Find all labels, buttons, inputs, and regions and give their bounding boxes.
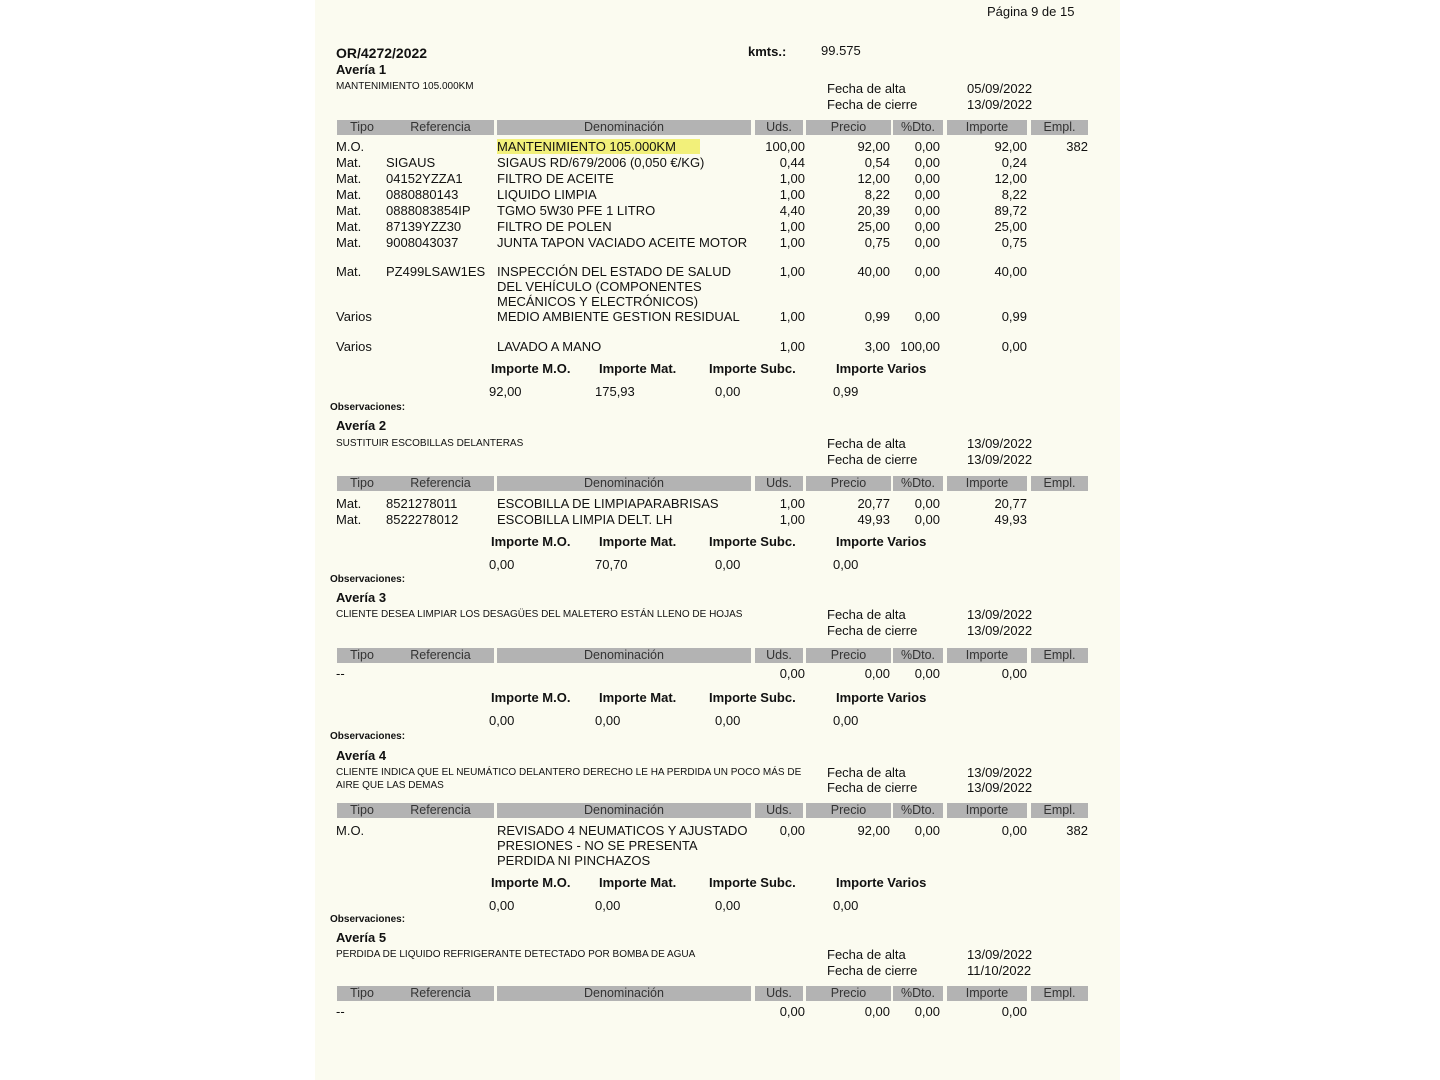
observaciones-label: Observaciones:: [330, 731, 406, 742]
cell-tipo: M.O.: [336, 823, 365, 838]
column-header: Empl.: [1031, 803, 1088, 818]
cell-precio: 0,00: [864, 666, 890, 681]
cell-dto: 100,00: [900, 339, 940, 354]
cell-denominacion: TGMO 5W30 PFE 1 LITRO: [497, 203, 656, 218]
cell-precio: 0,99: [864, 309, 890, 324]
averia-description: MANTENIMIENTO 105.000KM: [336, 81, 474, 92]
fecha-cierre-label: Fecha de cierre: [827, 780, 918, 795]
cell-empl: 382: [1066, 139, 1088, 154]
cell-importe: 0,00: [1001, 339, 1027, 354]
total-value-mo: 92,00: [489, 384, 522, 399]
cell-referencia: 8521278011: [386, 496, 458, 511]
cell-precio: 8,22: [864, 187, 890, 202]
cell-uds: 1,00: [779, 339, 805, 354]
cell-tipo: M.O.: [336, 139, 365, 154]
cell-referencia: 04152YZZA1: [386, 171, 463, 186]
column-header: Importe: [947, 476, 1027, 491]
total-value-mat: 70,70: [595, 557, 628, 572]
column-header: Denominación: [497, 120, 751, 135]
cell-precio: 92,00: [857, 823, 890, 838]
cell-importe: 0,00: [1001, 666, 1027, 681]
cell-importe: 0,75: [1001, 235, 1027, 250]
cell-precio: 0,75: [864, 235, 890, 250]
cell-importe: 0,00: [1001, 823, 1027, 838]
column-header: Empl.: [1031, 986, 1088, 1001]
averia-description: SUSTITUIR ESCOBILLAS DELANTERAS: [336, 438, 524, 449]
averia-title: Avería 1: [336, 62, 387, 77]
observaciones-label: Observaciones:: [330, 574, 406, 585]
cell-importe: 0,00: [1001, 1004, 1027, 1019]
total-label-subc: Importe Subc.: [709, 875, 796, 890]
cell-dto: 0,00: [914, 309, 940, 324]
total-value-mo: 0,00: [489, 713, 515, 728]
total-value-mat: 0,00: [595, 898, 621, 913]
cell-dto: 0,00: [914, 264, 940, 279]
cell-denominacion: ESCOBILLA LIMPIA DELT. LH: [497, 512, 673, 527]
table-row: [315, 309, 1120, 324]
cell-uds: 0,00: [779, 823, 805, 838]
cell-dto: 0,00: [914, 139, 940, 154]
table-row: [315, 139, 1120, 154]
cell-uds: 1,00: [779, 171, 805, 186]
cell-uds: 0,00: [779, 1004, 805, 1019]
cell-importe: 0,99: [1001, 309, 1027, 324]
cell-denominacion: LAVADO A MANO: [497, 339, 602, 354]
averia-description: CLIENTE INDICA QUE EL NEUMÁTICO DELANTERO DERECHO LE HA PERDIDA UN POCO MÁS DE AIRE QUE LAS DEMAS: [336, 767, 802, 791]
column-header: %Dto.: [893, 120, 943, 135]
column-header: Importe: [947, 648, 1027, 663]
averia-title: Avería 5: [336, 930, 387, 945]
cell-importe: 92,00: [994, 139, 1027, 154]
cell-tipo: Mat.: [336, 171, 362, 186]
column-header: Precio: [806, 648, 891, 663]
cell-dto: 0,00: [914, 155, 940, 170]
cell-precio: 20,77: [857, 496, 890, 511]
observaciones-label: Observaciones:: [330, 914, 406, 925]
cell-referencia: 87139YZZ30: [386, 219, 462, 234]
total-label-mat: Importe Mat.: [599, 690, 677, 705]
cell-dto: 0,00: [914, 187, 940, 202]
cell-empl: 382: [1066, 823, 1088, 838]
total-value-mo: 0,00: [489, 898, 515, 913]
fecha-alta-value: 13/09/2022: [967, 765, 1033, 780]
fecha-alta-label: Fecha de alta: [827, 607, 906, 622]
cell-denominacion: MANTENIMIENTO 105.000KM: [497, 139, 700, 154]
column-header: Importe: [947, 803, 1027, 818]
cell-dto: 0,00: [914, 496, 940, 511]
column-header: Tipo: [337, 120, 387, 135]
cell-importe: 89,72: [994, 203, 1027, 218]
column-header: Precio: [806, 476, 891, 491]
total-label-mo: Importe M.O.: [491, 534, 571, 549]
cell-referencia: SIGAUS: [386, 155, 436, 170]
column-header: Tipo: [337, 648, 387, 663]
cell-precio: 20,39: [857, 203, 890, 218]
total-label-subc: Importe Subc.: [709, 534, 796, 549]
fecha-cierre-value: 13/09/2022: [967, 780, 1033, 795]
fecha-cierre-value: 13/09/2022: [967, 97, 1033, 112]
fecha-alta-value: 13/09/2022: [967, 947, 1033, 962]
total-value-varios: 0,00: [833, 557, 859, 572]
document-page: [315, 0, 1120, 1080]
total-label-varios: Importe Varios: [836, 690, 927, 705]
column-header: Denominación: [497, 476, 751, 491]
cell-denominacion: MEDIO AMBIENTE GESTION RESIDUAL: [497, 309, 740, 324]
column-header: Denominación: [497, 648, 751, 663]
total-label-mat: Importe Mat.: [599, 875, 677, 890]
cell-denominacion: FILTRO DE ACEITE: [497, 171, 614, 186]
cell-tipo: Mat.: [336, 203, 362, 218]
cell-uds: 1,00: [779, 219, 805, 234]
cell-referencia: 9008043037: [386, 235, 459, 250]
column-header: Uds.: [755, 648, 803, 663]
cell-importe: 8,22: [1001, 187, 1027, 202]
fecha-cierre-label: Fecha de cierre: [827, 963, 918, 978]
fecha-cierre-value: 13/09/2022: [967, 623, 1033, 638]
cell-uds: 4,40: [779, 203, 805, 218]
averia-description: PERDIDA DE LIQUIDO REFRIGERANTE DETECTADO POR BOMBA DE AGUA: [336, 949, 696, 960]
cell-tipo: Mat.: [336, 219, 362, 234]
cell-uds: 1,00: [779, 512, 805, 527]
cell-importe: 0,24: [1001, 155, 1027, 170]
cell-tipo: Mat.: [336, 235, 362, 250]
table-row: [315, 187, 1120, 202]
column-header: Referencia: [387, 120, 494, 135]
cell-denominacion: LIQUIDO LIMPIA: [497, 187, 597, 202]
table-row: [315, 512, 1120, 527]
total-value-mo: 0,00: [489, 557, 515, 572]
total-label-varios: Importe Varios: [836, 534, 927, 549]
fecha-alta-label: Fecha de alta: [827, 436, 906, 451]
column-header: Precio: [806, 803, 891, 818]
cell-importe: 25,00: [994, 219, 1027, 234]
cell-uds: 1,00: [779, 309, 805, 324]
total-label-mo: Importe M.O.: [491, 875, 571, 890]
total-label-mat: Importe Mat.: [599, 534, 677, 549]
table-row: [315, 823, 1120, 868]
table-row: [315, 339, 1120, 354]
cell-dto: 0,00: [914, 1004, 940, 1019]
cell-referencia: 0888083854IP: [386, 203, 471, 218]
averia-title: Avería 4: [336, 748, 387, 763]
kmts-label: kmts.:: [748, 44, 787, 59]
cell-dto: 0,00: [914, 235, 940, 250]
cell-precio: 0,54: [864, 155, 890, 170]
cell-precio: 40,00: [857, 264, 890, 279]
cell-dto: 0,00: [914, 203, 940, 218]
cell-tipo: Mat.: [336, 496, 362, 511]
cell-tipo: Mat.: [336, 264, 362, 279]
column-header: Denominación: [497, 986, 751, 1001]
total-label-subc: Importe Subc.: [709, 690, 796, 705]
fecha-cierre-value: 13/09/2022: [967, 452, 1033, 467]
table-row: [315, 1004, 1120, 1019]
total-value-varios: 0,99: [833, 384, 859, 399]
order-id: OR/4272/2022: [336, 45, 428, 61]
total-value-varios: 0,00: [833, 713, 859, 728]
cell-denominacion: FILTRO DE POLEN: [497, 219, 612, 234]
cell-dto: 0,00: [914, 666, 940, 681]
cell-dto: 0,00: [914, 512, 940, 527]
averia-title: Avería 3: [336, 590, 387, 605]
table-row: [315, 666, 1120, 681]
fecha-alta-value: 13/09/2022: [967, 607, 1033, 622]
total-value-subc: 0,00: [715, 898, 741, 913]
column-header: Referencia: [387, 476, 494, 491]
column-header: Uds.: [755, 803, 803, 818]
cell-dto: 0,00: [914, 823, 940, 838]
total-label-mo: Importe M.O.: [491, 361, 571, 376]
table-row: [315, 219, 1120, 234]
cell-dto: 0,00: [914, 219, 940, 234]
cell-uds: 1,00: [779, 264, 805, 279]
column-header: Tipo: [337, 803, 387, 818]
column-header: Referencia: [387, 986, 494, 1001]
column-header: Empl.: [1031, 120, 1088, 135]
total-label-mo: Importe M.O.: [491, 690, 571, 705]
cell-precio: 25,00: [857, 219, 890, 234]
cell-tipo: --: [336, 666, 345, 681]
column-header: Tipo: [337, 986, 387, 1001]
cell-tipo: --: [336, 1004, 345, 1019]
total-value-subc: 0,00: [715, 557, 741, 572]
fecha-alta-label: Fecha de alta: [827, 765, 906, 780]
column-header: Importe: [947, 986, 1027, 1001]
cell-uds: 100,00: [765, 139, 805, 154]
fecha-alta-value: 05/09/2022: [967, 81, 1033, 96]
fecha-alta-label: Fecha de alta: [827, 947, 906, 962]
averia-description: CLIENTE DESEA LIMPIAR LOS DESAGÜES DEL MALETERO ESTÁN LLENO DE HOJAS: [336, 609, 743, 620]
cell-precio: 0,00: [864, 1004, 890, 1019]
column-header: Tipo: [337, 476, 387, 491]
total-value-mat: 0,00: [595, 713, 621, 728]
averia-title: Avería 2: [336, 418, 387, 433]
cell-tipo: Mat.: [336, 155, 362, 170]
total-value-subc: 0,00: [715, 384, 741, 399]
cell-tipo: Mat.: [336, 187, 362, 202]
column-header: Precio: [806, 120, 891, 135]
cell-tipo: Varios: [336, 309, 372, 324]
column-header: %Dto.: [893, 986, 943, 1001]
column-header: Uds.: [755, 120, 803, 135]
column-header: %Dto.: [893, 648, 943, 663]
cell-denominacion: INSPECCIÓN DEL ESTADO DE SALUD DEL VEHÍCULO (COMPONENTES MECÁNICOS Y ELECTRÓNICOS): [497, 264, 732, 309]
cell-importe: 12,00: [994, 171, 1027, 186]
observaciones-label: Observaciones:: [330, 402, 406, 413]
table-row: [315, 171, 1120, 186]
column-header: Empl.: [1031, 648, 1088, 663]
cell-denominacion: REVISADO 4 NEUMATICOS Y AJUSTADO PRESIONES - NO SE PRESENTA PERDIDA NI PINCHAZOS: [497, 823, 748, 868]
column-header: Denominación: [497, 803, 751, 818]
table-row: [315, 203, 1120, 218]
fecha-alta-value: 13/09/2022: [967, 436, 1033, 451]
total-value-varios: 0,00: [833, 898, 859, 913]
cell-referencia: 0880880143: [386, 187, 459, 202]
cell-uds: 1,00: [779, 496, 805, 511]
column-header: Referencia: [387, 648, 494, 663]
cell-importe: 40,00: [994, 264, 1027, 279]
cell-uds: 1,00: [779, 235, 805, 250]
column-header: Referencia: [387, 803, 494, 818]
cell-referencia: PZ499LSAW1ES: [386, 264, 486, 279]
column-header: %Dto.: [893, 803, 943, 818]
column-header: Importe: [947, 120, 1027, 135]
column-header: Uds.: [755, 476, 803, 491]
cell-uds: 1,00: [779, 187, 805, 202]
fecha-cierre-label: Fecha de cierre: [827, 623, 918, 638]
cell-dto: 0,00: [914, 171, 940, 186]
table-row: [315, 235, 1120, 250]
cell-precio: 12,00: [857, 171, 890, 186]
cell-denominacion: ESCOBILLA DE LIMPIAPARABRISAS: [497, 496, 719, 511]
cell-importe: 49,93: [994, 512, 1027, 527]
total-label-varios: Importe Varios: [836, 875, 927, 890]
fecha-cierre-value: 11/10/2022: [967, 963, 1032, 978]
cell-precio: 92,00: [857, 139, 890, 154]
fecha-alta-label: Fecha de alta: [827, 81, 906, 96]
total-label-mat: Importe Mat.: [599, 361, 677, 376]
cell-denominacion: SIGAUS RD/679/2006 (0,050 €/KG): [497, 155, 705, 170]
total-label-subc: Importe Subc.: [709, 361, 796, 376]
page-number: Página 9 de 15: [987, 4, 1075, 19]
total-value-subc: 0,00: [715, 713, 741, 728]
cell-precio: 49,93: [857, 512, 890, 527]
table-row: [315, 155, 1120, 170]
cell-importe: 20,77: [994, 496, 1027, 511]
cell-referencia: 8522278012: [386, 512, 459, 527]
cell-precio: 3,00: [864, 339, 890, 354]
cell-tipo: Varios: [336, 339, 372, 354]
column-header: %Dto.: [893, 476, 943, 491]
table-row: [315, 264, 1120, 309]
cell-uds: 0,00: [779, 666, 805, 681]
column-header: Precio: [806, 986, 891, 1001]
cell-denominacion: JUNTA TAPON VACIADO ACEITE MOTOR: [497, 235, 748, 250]
column-header: Empl.: [1031, 476, 1088, 491]
fecha-cierre-label: Fecha de cierre: [827, 97, 918, 112]
table-row: [315, 496, 1120, 511]
total-value-mat: 175,93: [595, 384, 635, 399]
cell-tipo: Mat.: [336, 512, 362, 527]
fecha-cierre-label: Fecha de cierre: [827, 452, 918, 467]
column-header: Uds.: [755, 986, 803, 1001]
total-label-varios: Importe Varios: [836, 361, 927, 376]
cell-uds: 0,44: [779, 155, 805, 170]
kmts-value: 99.575: [821, 43, 861, 58]
